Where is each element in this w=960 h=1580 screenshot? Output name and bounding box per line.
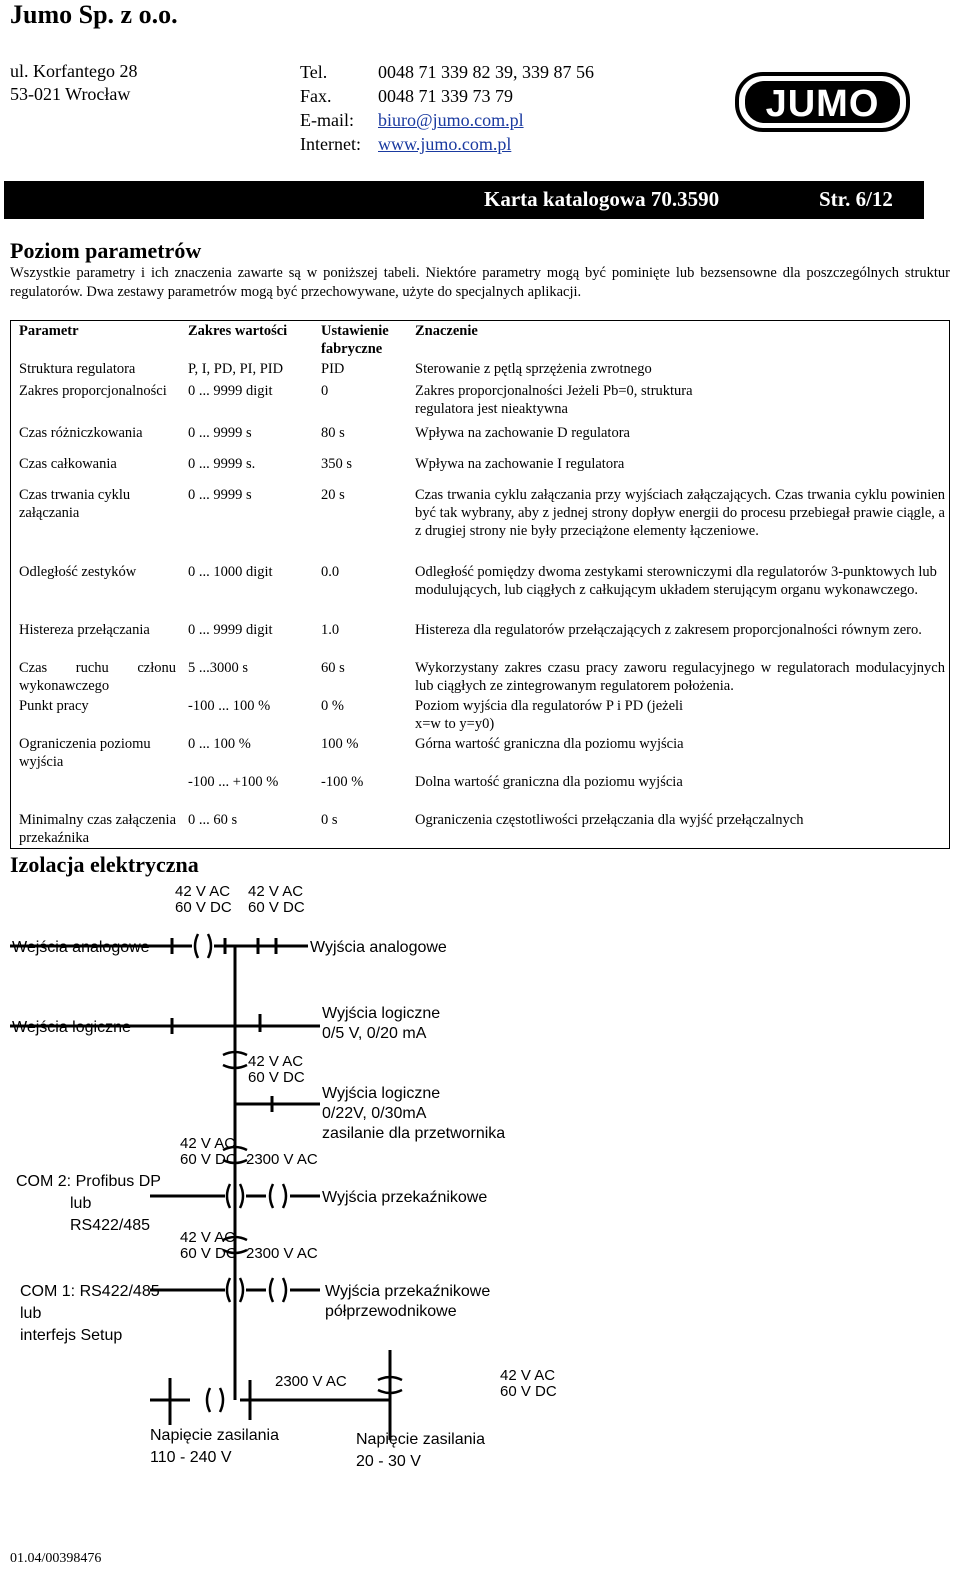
isolation-diagram: [10, 880, 570, 1480]
contact-value: 0048 71 339 73 79: [378, 86, 513, 106]
cell-default: 1.0: [321, 622, 340, 638]
cell-default: 80 s: [321, 425, 345, 441]
cell-default: 350 s: [321, 456, 353, 472]
iso-label: 2300 V AC: [275, 1373, 347, 1390]
jumo-logo: [735, 72, 910, 132]
cell-default: 100 %: [321, 736, 359, 752]
supply-label: 110 - 240 V: [150, 1449, 232, 1466]
com2-label: COM 2: Profibus DP: [16, 1173, 161, 1190]
logic-outputs-label: zasilanie dla przetwornika: [322, 1125, 506, 1142]
cell-range: 0 ... 9999 s: [188, 425, 252, 441]
iso-label: 42 V AC: [175, 883, 231, 900]
iso-label: 60 V DC: [180, 1151, 237, 1168]
cell-default: 0 s: [321, 812, 338, 828]
iso-label: 60 V DC: [248, 1069, 305, 1086]
company-name: Jumo Sp. z o.o.: [10, 0, 178, 29]
supply-label: Napięcie zasilania: [150, 1427, 279, 1444]
cell-parameter: Odległość zestyków: [19, 564, 137, 580]
email-link[interactable]: biuro@jumo.com.pl: [378, 110, 524, 130]
cell-meaning: Czas trwania cyklu załączania przy wyjściach załączających. Czas trwania cyklu powinien być tak wybrany, aby z jednej strony dopływ energii do procesu przebiegał prawie ciągle, a z drugiej strony nie były przeciążone elementy łączeniowe.: [415, 487, 945, 539]
cell-meaning: Wpływa na zachowanie D regulatora: [415, 425, 630, 441]
column-header: Parametr: [19, 323, 79, 339]
table-row: [11, 454, 950, 485]
iso-label: 60 V DC: [180, 1245, 237, 1262]
cell-default: 60 s: [321, 660, 345, 676]
cell-range: -100 ... 100 %: [188, 698, 271, 714]
cell-default: -100 %: [321, 774, 364, 790]
table-row: [11, 423, 950, 454]
iso-label: 2300 V AC: [246, 1245, 318, 1262]
cell-meaning: Odległość pomiędzy dwoma zestykami sterowniczymi dla regulatorów 3-punktowych lub modulujących, lub ciągłych z całkującym układem sterującym organu wykonawczego.: [415, 564, 937, 598]
cell-parameter: Ograniczenia poziomu wyjścia: [19, 736, 151, 770]
analog-outputs-label: Wyjścia analogowe: [310, 939, 447, 956]
table-header-row: [11, 321, 950, 360]
catalog-title: Karta katalogowa 70.3590: [484, 187, 720, 211]
logo-text: JUMO: [765, 83, 880, 125]
table-row: [11, 696, 950, 734]
com2-label: RS422/485: [70, 1217, 151, 1234]
logic-outputs-label: Wyjścia logiczne: [322, 1085, 441, 1102]
website-link[interactable]: www.jumo.com.pl: [378, 134, 512, 154]
table-row: [11, 810, 950, 849]
relay-semi-label: Wyjścia przekaźnikowe: [325, 1283, 491, 1300]
contact-label: Tel.: [300, 62, 328, 82]
contact-value: 0048 71 339 82 39, 339 87 56: [378, 62, 594, 82]
contact-label: E-mail:: [300, 110, 354, 130]
iso-label: 42 V AC: [500, 1367, 556, 1384]
supply-label: 20 - 30 V: [356, 1453, 421, 1470]
cell-meaning: Poziom wyjścia dla regulatorów P i PD (jeżeli x=w to y=y0): [415, 698, 684, 732]
analog-inputs-label: Wejścia analogowe: [12, 939, 150, 956]
cell-default: 0.0: [321, 564, 340, 580]
cell-range: 5 ...3000 s: [188, 660, 249, 676]
cell-range: P, I, PD, PI, PID: [188, 361, 284, 377]
column-header: Ustawienie fabryczne: [321, 323, 389, 357]
section-title: Izolacja elektryczna: [10, 852, 199, 877]
cell-meaning: Histereza dla regulatorów przełączających z zakresem proporcjonalności równym zero.: [415, 622, 922, 638]
com1-label: COM 1: RS422/485: [20, 1283, 160, 1300]
iso-label: 42 V AC: [180, 1229, 236, 1246]
cell-parameter: [11, 772, 181, 810]
cell-default: 0 %: [321, 698, 344, 714]
iso-label: 60 V DC: [500, 1383, 557, 1400]
cell-range: 0 ... 9999 s: [188, 487, 252, 503]
cell-meaning: Wykorzystany zakres czasu pracy zaworu regulacyjnego w regulatorach modulacyjnych lub ciągłych ze zintegrowanym regulatorem położenia.: [415, 660, 945, 694]
address-line: 53-021 Wrocław: [10, 84, 131, 104]
header-bar: [4, 181, 924, 219]
cell-parameter: Punkt pracy: [19, 698, 89, 714]
cell-range: 0 ... 9999 s.: [188, 456, 256, 472]
table-row: [11, 381, 950, 423]
cell-range: 0 ... 100 %: [188, 736, 251, 752]
table-row: [11, 359, 950, 381]
com1-label: lub: [20, 1305, 42, 1322]
iso-label: 2300 V AC: [246, 1151, 318, 1168]
cell-meaning: Zakres proporcjonalności Jeżeli Pb=0, struktura regulatora jest nieaktywna: [415, 383, 693, 417]
contact-label: Fax.: [300, 86, 332, 106]
cell-parameter: Czas całkowania: [19, 456, 117, 472]
cell-range: 0 ... 9999 digit: [188, 622, 273, 638]
logic-outputs-label: 0/5 V, 0/20 mA: [322, 1025, 427, 1042]
supply-label: Napięcie zasilania: [356, 1431, 485, 1448]
cell-meaning: Sterowanie z pętlą sprzężenia zwrotnego: [415, 361, 652, 377]
contact-block: [300, 60, 594, 156]
cell-parameter: Czas różniczkowania: [19, 425, 143, 441]
table-row: [11, 485, 950, 562]
table-row: [11, 734, 950, 772]
iso-label: 42 V AC: [248, 883, 304, 900]
iso-label: 60 V DC: [248, 899, 305, 916]
cell-range: 0 ... 9999 digit: [188, 383, 273, 399]
company-address: [10, 60, 137, 106]
contact-row: [300, 84, 594, 108]
address-line: ul. Korfantego 28: [10, 61, 138, 81]
contact-row: [300, 60, 594, 84]
cell-parameter: Histereza przełączania: [19, 622, 150, 638]
relay-outputs-label: Wyjścia przekaźnikowe: [322, 1189, 488, 1206]
table-row: [11, 620, 950, 658]
section-title: Poziom parametrów: [10, 238, 202, 263]
cell-meaning: Wpływa na zachowanie I regulatora: [415, 456, 625, 472]
table-row: [11, 658, 950, 696]
cell-parameter: Struktura regulatora: [19, 361, 136, 377]
cell-parameter: Czas trwania cyklu załączania: [19, 487, 131, 521]
page-number: Str. 6/12: [819, 187, 893, 211]
contact-label: Internet:: [300, 134, 361, 154]
cell-parameter: Minimalny czas załączenia przekaźnika: [19, 812, 177, 846]
logic-outputs-label: 0/22V, 0/30mA: [322, 1105, 427, 1122]
contact-row: [300, 108, 594, 132]
table-row: [11, 562, 950, 620]
cell-default: 0: [321, 383, 329, 399]
cell-range: 0 ... 1000 digit: [188, 564, 273, 580]
cell-meaning: Górna wartość graniczna dla poziomu wyjścia: [415, 736, 684, 752]
cell-default: PID: [321, 361, 345, 377]
iso-label: 42 V AC: [248, 1053, 304, 1070]
column-header: Znaczenie: [415, 323, 478, 339]
document-code: 01.04/00398476: [10, 1551, 102, 1566]
cell-parameter: Czas ruchu członu wykonawczego: [19, 660, 176, 694]
iso-label: 60 V DC: [175, 899, 232, 916]
cell-default: 20 s: [321, 487, 345, 503]
contact-row: [300, 132, 594, 156]
com2-label: lub: [70, 1195, 92, 1212]
table-row: [11, 772, 950, 810]
iso-label: 42 V AC: [180, 1135, 236, 1152]
logic-outputs-label: Wyjścia logiczne: [322, 1005, 441, 1022]
cell-meaning: Ograniczenia częstotliwości przełączania dla wyjść przełączalnych: [415, 812, 804, 828]
cell-range: -100 ... +100 %: [188, 774, 279, 790]
relay-semi-label: półprzewodnikowe: [325, 1303, 457, 1320]
logic-inputs-label: Wejścia logiczne: [12, 1019, 131, 1036]
cell-meaning: Dolna wartość graniczna dla poziomu wyjścia: [415, 774, 683, 790]
column-header: Zakres wartości: [188, 323, 288, 339]
com1-label: interfejs Setup: [20, 1327, 123, 1344]
cell-parameter: Zakres proporcjonalności: [19, 383, 167, 399]
intro-paragraph: Wszystkie parametry i ich znaczenia zawarte są w poniższej tabeli. Niektóre parametry mogą być pominięte lub bezsensowne dla poszczególnych struktur regulatorów. Dwa zestawy parametrów mogą być przechowywane, użyte do specjalnych aplikacji.: [10, 265, 950, 300]
cell-range: 0 ... 60 s: [188, 812, 238, 828]
parameter-table: [10, 320, 950, 849]
